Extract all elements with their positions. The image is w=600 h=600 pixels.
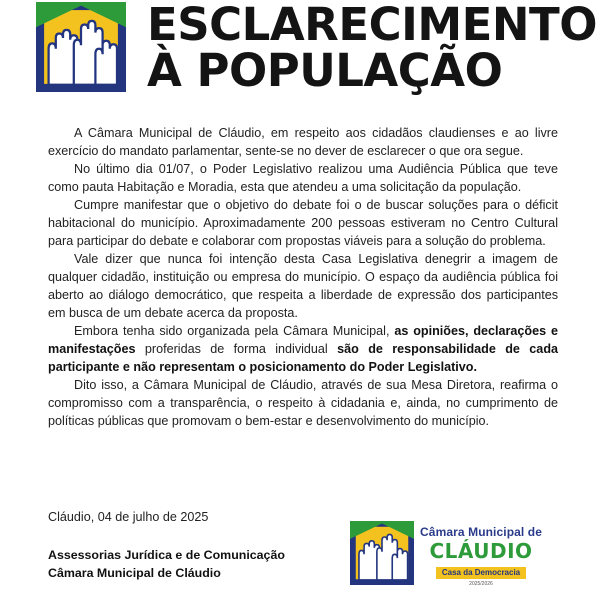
title-line-2: À POPULAÇÃO [147,44,503,97]
paragraph-intention: Vale dizer que nunca foi intenção desta Casa Legislativa denegrir a imagem de qualquer cidadão, instituição ou empresa do município. O espaço da audiência pública foi aberto ao diálogo democrático, que respeita a liberdade de expressão dos participantes em busca de um debate acerca da proposta. [48,252,558,320]
paragraph-intro: A Câmara Municipal de Cláudio, em respeito aos cidadãos claudienses e ao livre exercício do mandato parlamentar, sente-se no dever de esclarecer o que ora segue. [48,126,558,158]
page-title [147,0,597,97]
brand-name: CLÁUDIO [429,539,533,563]
paragraph-commitment: Dito isso, a Câmara Municipal de Cláudio, através de sua Mesa Diretora, reafirma o compromisso com a transparência, o respeito à cidadania e, ainda, no cumprimento de políticas públicas que promovam o bem-estar e desenvolvimento do município. [48,378,558,428]
statement-body [48,124,558,430]
brand-wordmark [416,525,546,587]
date-line: Cláudio, 04 de julho de 2025 [48,510,209,524]
responsibility-bold-1: as opiniões, declarações e manifestações [48,324,558,356]
responsibility-text-1: Embora tenha sido organizada pela Câmara Municipal, [74,324,390,338]
signature-line-1: Assessorias Jurídica e de Comunicação [48,548,285,562]
title-line-1: ESCLARECIMENTO [147,0,597,51]
paragraph-hearing: No último dia 01/07, o Poder Legislativo realizou uma Audiência Pública que teve como pauta Habitação e Moradia, esta que atendeu a uma solicitação da população. [48,162,558,194]
brand-top-text: Câmara Municipal de [420,525,542,539]
paragraph-responsibility [48,322,558,376]
camara-logo-bottom [350,521,414,585]
paragraph-objective: Cumpre manifestar que o objetivo do debate foi o de buscar soluções para o déficit habitacional do município. Aproximadamente 200 pessoas estiveram no Centro Cultural para participar do debate e colaborar com propostas viáveis para a solução do problema. [48,198,558,248]
signature-block [48,546,285,582]
responsibility-bold-2: são de responsabilidade de cada participante e não representam o posicionamento do Poder Legislativo. [48,342,559,374]
brand-years: 2025/2026 [469,581,493,587]
camara-logo-top [36,2,126,92]
brand-subtitle: Casa da Democracia [436,567,526,579]
responsibility-text-2: proferidas de forma individual [144,342,328,356]
signature-line-2: Câmara Municipal de Cláudio [48,566,221,580]
